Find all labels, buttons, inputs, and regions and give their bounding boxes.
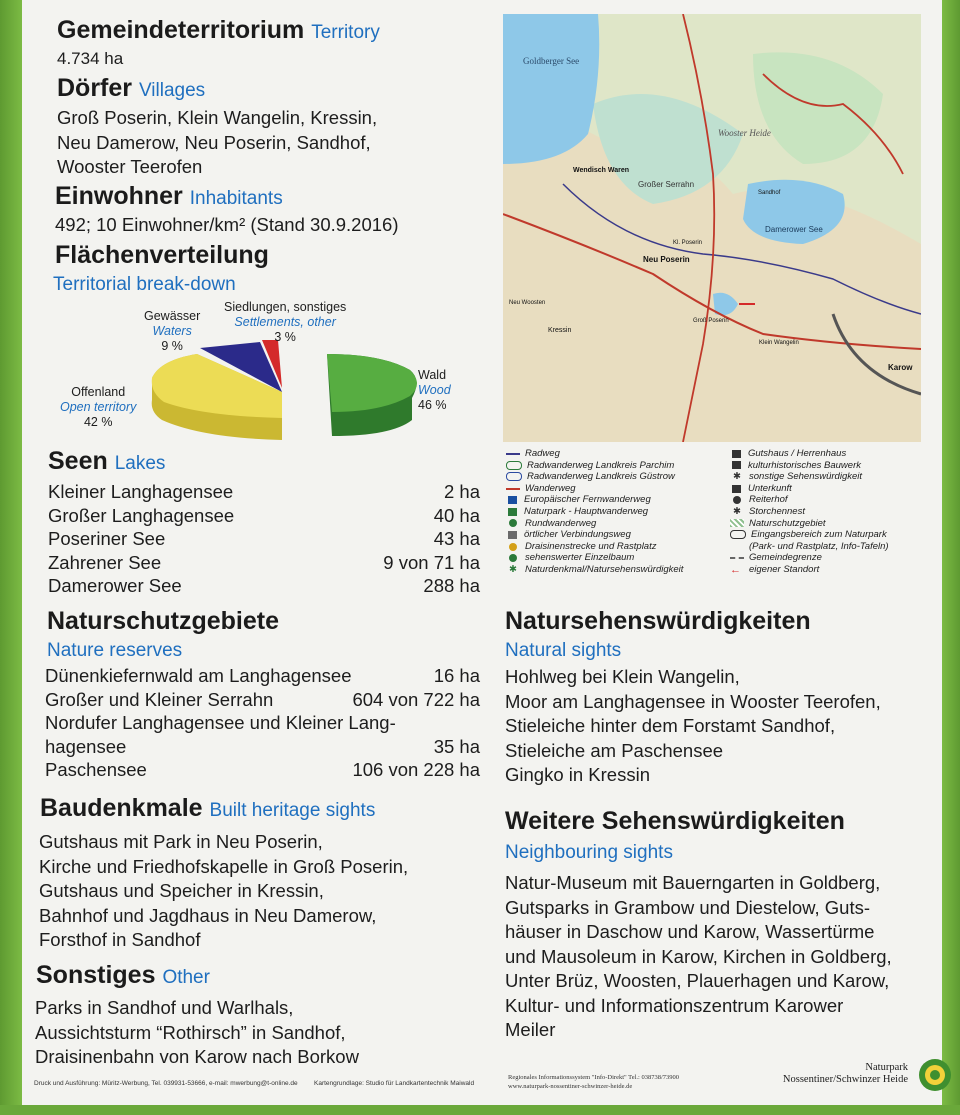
lake-name: Poseriner See (48, 528, 166, 549)
neighbouring-line: und Mausoleum in Karow, Kirchen in Goldberg, (505, 945, 892, 967)
label-waters-de: Gewässer (144, 309, 201, 323)
legend-symbol-icon: ✱ (733, 505, 741, 517)
label-open-de: Offenland (71, 385, 126, 399)
neighbouring-line: Natur-Museum mit Bauerngarten in Goldberg, (505, 872, 881, 893)
heritage-title: Baudenkmale (40, 794, 203, 822)
legend-item (506, 483, 683, 495)
reserve-value: 106 von 228 ha (352, 759, 480, 780)
inhabitants-title: Einwohner (55, 182, 183, 210)
territory-pie-chart (142, 340, 422, 445)
legend-symbol-icon (509, 519, 517, 527)
legend-symbol-icon (506, 453, 520, 455)
map-label: Wooster Heide (718, 128, 771, 138)
legend-label: Europäischer Fernwanderweg (524, 494, 651, 506)
label-settlements-en: Settlements, other (234, 315, 336, 329)
legend-item (730, 564, 889, 576)
legend-symbol-icon (506, 472, 522, 481)
legend-label: Naturdenkmal/Natursehenswürdigkeit (525, 563, 684, 575)
natural-line: Moor am Langhagensee in Wooster Teerofen, (505, 690, 881, 712)
footer-printer: Druck und Ausführung: Müritz-Werbung, Tel. 039931-53666, e-mail: mwerbung@t-online.de (34, 1080, 298, 1087)
legend-item (506, 506, 683, 518)
villages-line: Neu Damerow, Neu Poserin, Sandhof, (57, 131, 371, 153)
information-board (22, 0, 942, 1105)
reserve-name: Nordufer Langhagensee und Kleiner Lang- (45, 712, 396, 733)
legend-item (730, 529, 889, 541)
legend-symbol-icon (508, 508, 517, 516)
legend-item (730, 552, 889, 564)
legend-label: Reiterhof (749, 494, 788, 506)
legend-label: Naturpark - Hauptwanderweg (524, 505, 649, 517)
pie-right-part (327, 354, 417, 436)
other-heading (36, 961, 210, 990)
map-label: Sandhof (758, 190, 781, 196)
legend-item (506, 448, 683, 460)
legend-label: örtlicher Verbindungsweg (524, 529, 631, 541)
legend-label: Draisinenstrecke und Rastplatz (525, 540, 657, 552)
inhabitants-heading (55, 182, 283, 211)
villages-line: Groß Poserin, Klein Wangelin, Kressin, (57, 107, 378, 128)
reserve-row (45, 711, 480, 735)
naturpark-logo-icon (918, 1058, 952, 1092)
map-label: Groß Poserin (693, 318, 729, 324)
area-map (503, 14, 921, 442)
green-frame-bottom (0, 1105, 960, 1115)
park-name (756, 1062, 908, 1086)
map-legend-left (506, 448, 683, 576)
legend-item (506, 460, 683, 472)
lake-value: 2 ha (443, 481, 480, 502)
natural-list (505, 665, 881, 788)
legend-symbol-icon (508, 531, 517, 539)
legend-symbol-icon (730, 519, 744, 527)
green-frame-left (0, 0, 22, 1115)
legend-item (730, 541, 889, 553)
legend-label: Radweg (525, 448, 560, 459)
reserve-name: Dünenkiefernwald am Langhagensee (45, 665, 352, 686)
map-label: Wendisch Waren (573, 167, 630, 174)
legend-symbol-icon: ✱ (733, 470, 741, 482)
legend-item (730, 471, 889, 483)
label-waters-en: Waters (152, 324, 192, 338)
lake-row (48, 504, 480, 528)
legend-symbol-icon (732, 461, 741, 469)
legend-symbol-icon (506, 488, 520, 490)
legend-label: Storchennest (749, 505, 805, 517)
reserves-title: Naturschutzgebiete (47, 607, 279, 635)
map-label: Neu Poserin (643, 255, 690, 264)
other-line: Draisinenbahn von Karow nach Borkow (35, 1046, 359, 1067)
label-open-en: Open territory (60, 400, 137, 414)
legend-symbol-icon: ← (730, 563, 741, 576)
other-title: Sonstiges (36, 961, 156, 989)
heritage-line: Forsthof in Sandhof (39, 929, 201, 950)
map-legend-right (730, 448, 889, 576)
map-label: Kl. Poserin (673, 240, 703, 246)
other-list (35, 996, 359, 1070)
neighbouring-list (505, 871, 892, 1043)
legend-item (506, 552, 683, 564)
legend-symbol-icon (732, 450, 741, 458)
legend-item (506, 541, 683, 553)
other-line: Aussichtsturm “Rothirsch” in Sandhof, (35, 1021, 346, 1043)
lakes-title-en: Lakes (114, 453, 166, 474)
territory-title: Gemeindeterritorium (57, 16, 305, 44)
reserve-value: 16 ha (433, 665, 480, 686)
villages-heading (57, 74, 205, 103)
legend-item (506, 471, 683, 483)
lake-name: Zahrener See (48, 551, 162, 573)
territory-value: 4.734 ha (57, 49, 124, 68)
breakdown-title: Flächenverteilung (55, 241, 269, 269)
legend-label: Naturschutzgebiet (749, 517, 826, 529)
reserve-value: 35 ha (433, 735, 480, 757)
legend-item (730, 448, 889, 460)
label-waters (144, 309, 200, 354)
natural-line: Hohlweg bei Klein Wangelin, (505, 666, 740, 687)
villages-list (57, 106, 377, 180)
map-label: Klein Wangelin (759, 340, 799, 346)
inhabitants-title-en: Inhabitants (189, 188, 283, 209)
park-name-line1: Naturpark (865, 1062, 908, 1073)
heritage-heading (40, 794, 375, 823)
reserve-name: Paschensee (45, 759, 147, 780)
reserve-row (45, 688, 480, 712)
legend-item (730, 518, 889, 530)
legend-label: (Park- und Rastplatz, Info-Tafeln) (749, 540, 889, 552)
legend-symbol-icon (730, 543, 744, 551)
natural-line: Stieleiche hinter dem Forstamt Sandhof, (505, 715, 836, 736)
heritage-line: Bahnhof und Jagdhaus in Neu Damerow, (39, 904, 377, 926)
other-line: Parks in Sandhof und Warlhals, (35, 997, 294, 1018)
legend-label: Unterkunft (748, 482, 792, 494)
map-label: Kressin (548, 327, 572, 334)
footer-website: www.naturpark-nossentiner-schwinzer-heide.de (508, 1083, 633, 1090)
label-wood-en: Wood (418, 383, 451, 397)
heritage-line: Gutshaus mit Park in Neu Poserin, (39, 831, 323, 852)
heritage-title-en: Built heritage sights (209, 800, 376, 821)
legend-item (506, 518, 683, 530)
reserves-title-en: Nature reserves (47, 640, 183, 661)
footer-info-phone: Regionales Informationssystem "Info-Direkt" Tel.: 038738/73900 (508, 1074, 679, 1081)
legend-symbol-icon: ✱ (509, 563, 517, 575)
label-wood-de: Wald (418, 368, 447, 382)
park-name-line2: Nossentiner/Schwinzer Heide (782, 1074, 908, 1085)
other-title-en: Other (162, 967, 210, 988)
legend-label: kulturhistorisches Bauwerk (748, 459, 861, 471)
lake-row (48, 574, 480, 598)
legend-label: Wanderweg (525, 482, 576, 494)
legend-item (506, 564, 683, 576)
lakes-table (48, 480, 480, 598)
legend-label: sonstige Sehenswürdigkeit (749, 471, 863, 483)
inhabitants-value: 492; 10 Einwohner/km² (Stand 30.9.2016) (55, 214, 399, 235)
territory-title-en: Territory (311, 22, 380, 43)
label-wood-pct: 46 % (418, 398, 447, 412)
legend-item (730, 494, 889, 506)
green-frame-right (942, 0, 960, 1115)
neighbouring-line: Meiler (505, 1019, 556, 1040)
neighbouring-line: Gutsparks in Grambow und Diestelow, Guts- (505, 896, 871, 918)
lake-name: Großer Langhagensee (48, 504, 235, 526)
label-settlements (224, 300, 346, 345)
label-waters-pct: 9 % (161, 339, 183, 353)
legend-symbol-icon (509, 543, 517, 551)
legend-label: Gutshaus / Herrenhaus (748, 448, 847, 459)
lake-name: Kleiner Langhagensee (48, 481, 234, 502)
lake-row (48, 551, 480, 575)
lake-row (48, 527, 480, 551)
legend-item (730, 460, 889, 472)
heritage-line: Kirche und Friedhofskapelle in Groß Poserin, (39, 855, 409, 877)
label-wood (418, 368, 451, 413)
reserves-table (45, 664, 480, 782)
map-label: Goldberger See (523, 56, 580, 66)
label-settlements-pct: 3 % (274, 330, 296, 344)
lake-value: 40 ha (433, 504, 480, 526)
lake-value: 288 ha (423, 575, 480, 596)
villages-title: Dörfer (57, 74, 133, 102)
map-label: Großer Serrahn (638, 180, 695, 189)
label-settlements-de: Siedlungen, sonstiges (224, 300, 347, 314)
villages-line: Wooster Teerofen (57, 156, 203, 177)
legend-label: Gemeindegrenze (749, 552, 822, 564)
legend-item (730, 483, 889, 495)
reserve-name: hagensee (45, 735, 127, 757)
territory-heading (57, 16, 380, 45)
breakdown-title-en: Territorial break-down (53, 274, 236, 295)
legend-symbol-icon (730, 530, 746, 539)
reserve-row (45, 664, 480, 688)
lake-row (48, 480, 480, 504)
reserve-row (45, 758, 480, 782)
legend-item (506, 494, 683, 506)
reserve-name: Großer und Kleiner Serrahn (45, 688, 274, 710)
map-label: Karow (888, 363, 913, 372)
lake-value: 9 von 71 ha (383, 551, 480, 573)
legend-label: Eingangsbereich zum Naturpark (751, 529, 887, 541)
legend-symbol-icon (506, 461, 522, 470)
legend-symbol-icon (509, 554, 517, 562)
heritage-list (39, 830, 408, 953)
legend-symbol-icon (508, 496, 517, 504)
neighbouring-line: häuser in Daschow und Karow, Wassertürme (505, 921, 875, 942)
label-open-pct: 42 % (83, 415, 113, 429)
legend-label: Radwanderweg Landkreis Parchim (527, 459, 675, 471)
legend-item (506, 529, 683, 541)
map-label: Neu Woosten (509, 300, 546, 306)
villages-title-en: Villages (138, 80, 206, 101)
neighbouring-line: Kultur- und Informationszentrum Karower (505, 994, 844, 1016)
lakes-heading (48, 447, 165, 476)
legend-symbol-icon (730, 557, 744, 559)
neighbouring-title: Weitere Sehenswürdigkeiten (505, 807, 845, 835)
legend-label: Rundwanderweg (525, 517, 597, 529)
lake-value: 43 ha (433, 528, 480, 549)
label-open-territory (60, 385, 136, 430)
natural-title-en: Natural sights (505, 640, 622, 661)
pie-left-part (152, 340, 282, 440)
legend-label: eigener Standort (749, 563, 820, 575)
lake-name: Damerower See (48, 575, 182, 596)
legend-label: Radwanderweg Landkreis Güstrow (527, 471, 675, 483)
natural-line: Stieleiche am Paschensee (505, 739, 724, 761)
legend-symbol-icon (733, 496, 741, 504)
natural-line: Gingko in Kressin (505, 764, 650, 785)
neighbouring-title-en: Neighbouring sights (505, 842, 673, 863)
footer-map-credit: Kartengrundlage: Studio für Landkartentechnik Maiwald (314, 1080, 475, 1087)
legend-symbol-icon (732, 485, 741, 493)
lakes-title: Seen (48, 447, 108, 475)
heritage-line: Gutshaus und Speicher in Kressin, (39, 880, 324, 901)
legend-label: sehenswerter Einzelbaum (525, 552, 635, 564)
map-label: Damerower See (765, 225, 823, 234)
legend-item (730, 506, 889, 518)
neighbouring-line: Unter Brüz, Woosten, Plauerhagen und Karow, (505, 970, 890, 991)
reserve-row (45, 735, 480, 759)
reserve-value: 604 von 722 ha (352, 688, 480, 710)
natural-title: Natursehenswürdigkeiten (505, 607, 811, 635)
